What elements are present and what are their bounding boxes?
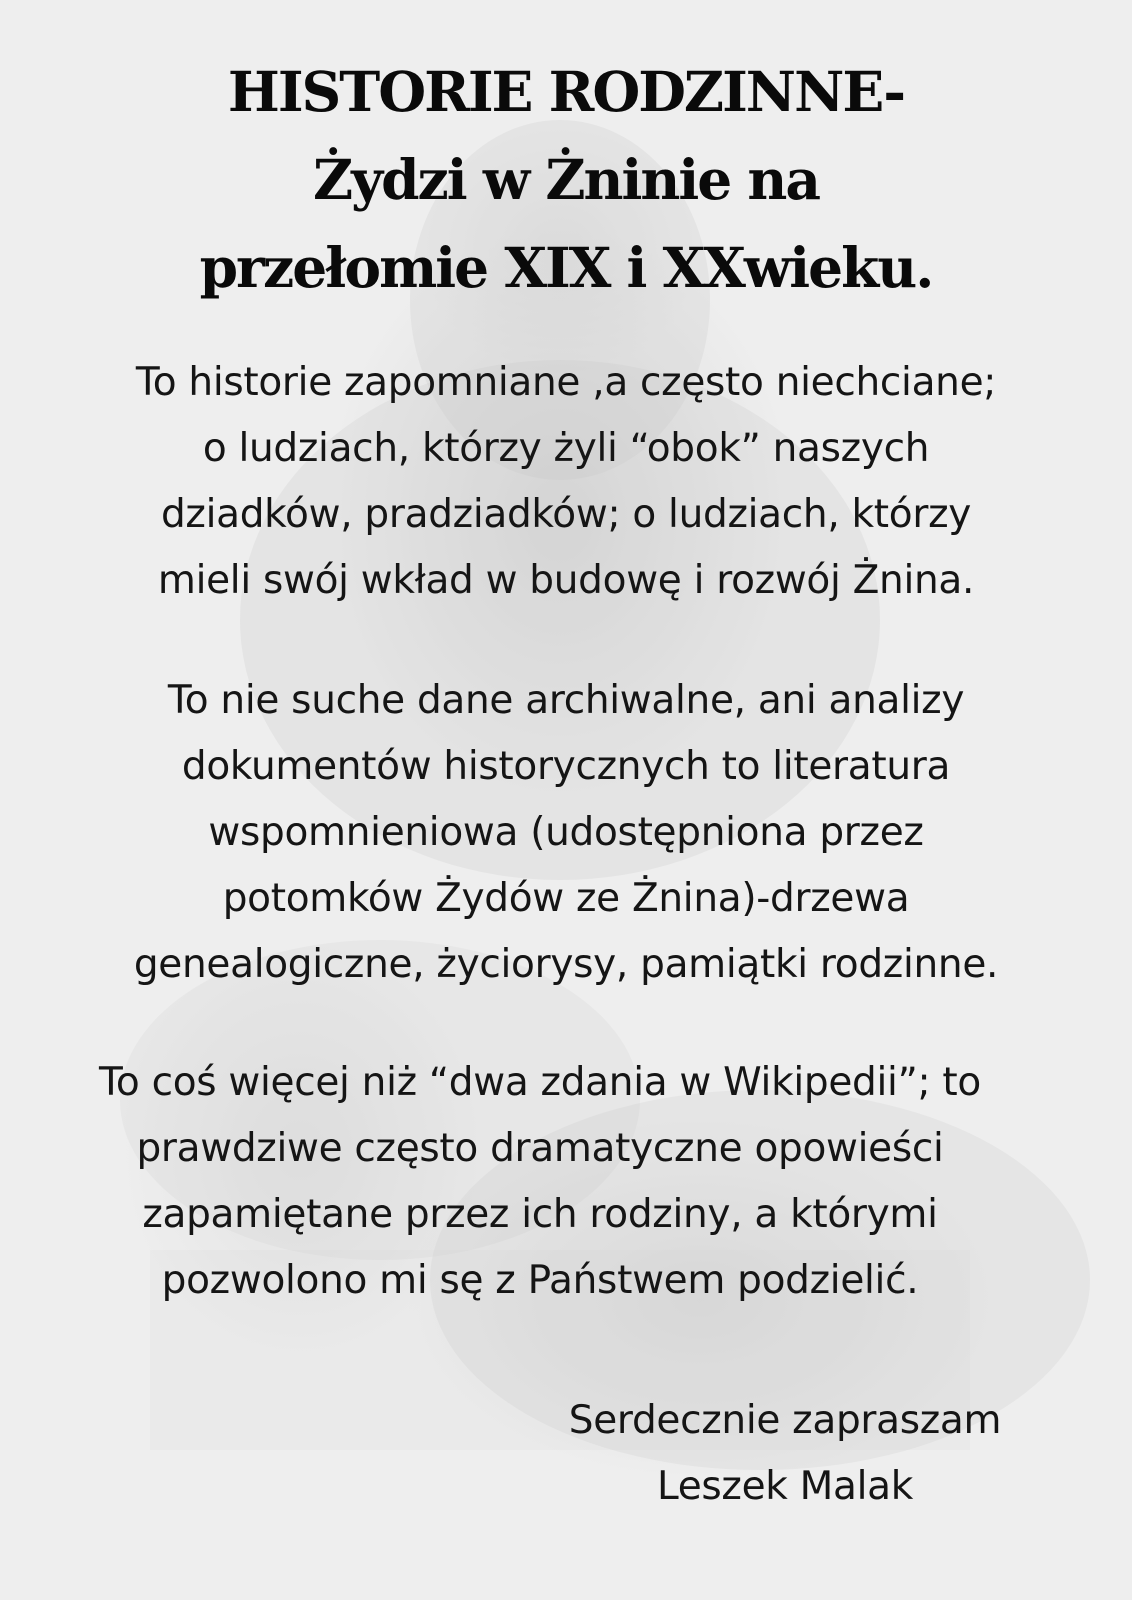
page-title (0, 48, 1132, 312)
paragraph-line: pozwolono mi sę z Państwem podzielić. (161, 1258, 919, 1303)
paragraph-line: zapamiętane przez ich rodziny, a którymi (142, 1192, 938, 1237)
paragraph-line: To coś więcej niż “dwa zdania w Wikipedii”; to (99, 1060, 981, 1105)
paragraph-sources (40, 668, 1092, 998)
signature-name: Leszek Malak (656, 1464, 914, 1509)
paragraph-line: dokumentów historycznych to literatura (181, 744, 951, 789)
title-line: HISTORIE RODZINNE- (227, 59, 905, 124)
signature-greeting: Serdecznie zapraszam (568, 1398, 1002, 1443)
paragraph-line: potomków Żydów ze Żnina)-drzewa (222, 876, 910, 921)
paragraph-line: wspomnieniowa (udostępniona przez (208, 810, 924, 855)
paragraph-line: prawdziwe często dramatyczne opowieści (136, 1126, 944, 1171)
paragraph-line: genealogiczne, życiorysy, pamiątki rodzinne. (133, 942, 999, 987)
paragraph-line: To nie suche dane archiwalne, ani analizy (167, 678, 965, 723)
signature-block (520, 1388, 1050, 1520)
paragraph-line: o ludziach, którzy żyli “obok” naszych (202, 426, 930, 471)
paragraph-stories (20, 1050, 1060, 1314)
paragraph-line: dziadków, pradziadków; o ludziach, którzy (160, 492, 972, 537)
paragraph-line: mieli swój wkład w budowę i rozwój Żnina. (157, 558, 975, 603)
paragraph-intro (40, 350, 1092, 614)
title-line: Żydzi w Żninie na (312, 147, 819, 212)
title-line: przełomie XIX i XXwieku. (199, 235, 933, 300)
paragraph-line: To historie zapomniane ,a często niechciane; (135, 360, 997, 405)
